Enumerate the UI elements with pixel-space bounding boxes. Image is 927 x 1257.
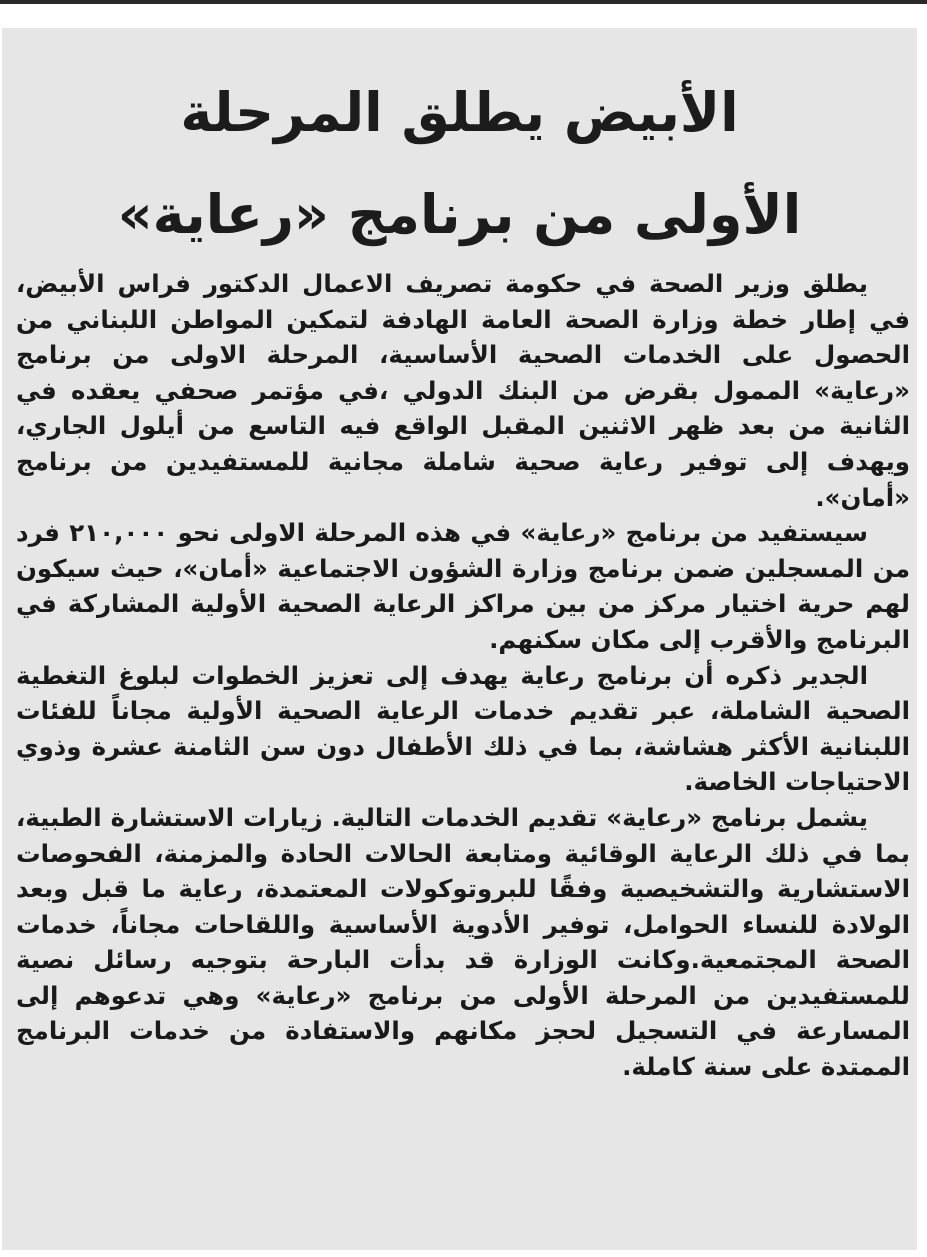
article-paragraph-4: يشمل برنامج «رعاية» تقديم الخدمات التالية. زيارات الاستشارة الطبية، بما في ذلك الرعاية الوقائية ومتابعة الحالات الحادة والمزمنة، الفحوصات الاستشارية والتشخيصية وفقًا للبروتوكولات المعتمدة، رعاية ما قبل وبعد الولادة للنساء الحوامل، توفير الأدوية الأساسية واللقاحات مجاناً، خدمات الصحة المجتمعية.وكانت الوزارة قد بدأت البارحة بتوجيه رسائل نصية للمستفيدين من المرحلة الأولى من برنامج «رعاية» وهي تدعوهم إلى المسارعة في التسجيل لحجز مكانهم والاستفادة من خدمات البرنامج الممتدة على سنة كاملة. <box>16 802 910 1082</box>
article-paragraph-2: سيستفيد من برنامج «رعاية» في هذه المرحلة الاولى نحو ٢١٠,٠٠٠ فرد من المسجلين ضمن برنامج وزارة الشؤون الاجتماعية «أمان»، حيث سيكون لهم حرية اختيار مركز من بين مراكز الرعاية الصحية الأولية المشاركة في البرنامج والأقرب إلى مكان سكنهم. <box>16 518 910 654</box>
article-body <box>16 266 910 1085</box>
headline <box>2 62 917 266</box>
headline-line-2: الأولى من برنامج «رعاية» <box>117 183 802 246</box>
headline-line-1: الأبيض يطلق المرحلة <box>180 81 739 144</box>
article-paragraph-1: يطلق وزير الصحة في حكومة تصريف الاعمال الدكتور فراس الأبيض، في إطار خطة وزارة الصحة العامة الهادفة لتمكين المواطن اللبناني من الحصول على الخدمات الصحية الأساسية، المرحلة الاولى من برنامج «رعاية» الممول بقرض من البنك الدولي ،في مؤتمر صحفي يعقده في الثانية من بعد ظهر الاثنين المقبل الواقع فيه التاسع من أيلول الجاري، ويهدف إلى توفير رعاية صحية شاملة مجانية للمستفيدين من برنامج «أمان». <box>16 269 910 512</box>
article-paragraph-3: الجدير ذكره أن برنامج رعاية يهدف إلى تعزيز الخطوات لبلوغ التغطية الصحية الشاملة، عبر تقديم خدمات الرعاية الصحية الأولية مجاناً للفئات اللبنانية الأكثر هشاشة، بما في ذلك الأطفال دون سن الثامنة عشرة وذوي الاحتياجات الخاصة. <box>16 660 910 797</box>
top-rule <box>0 0 927 4</box>
article-panel <box>2 28 917 1250</box>
